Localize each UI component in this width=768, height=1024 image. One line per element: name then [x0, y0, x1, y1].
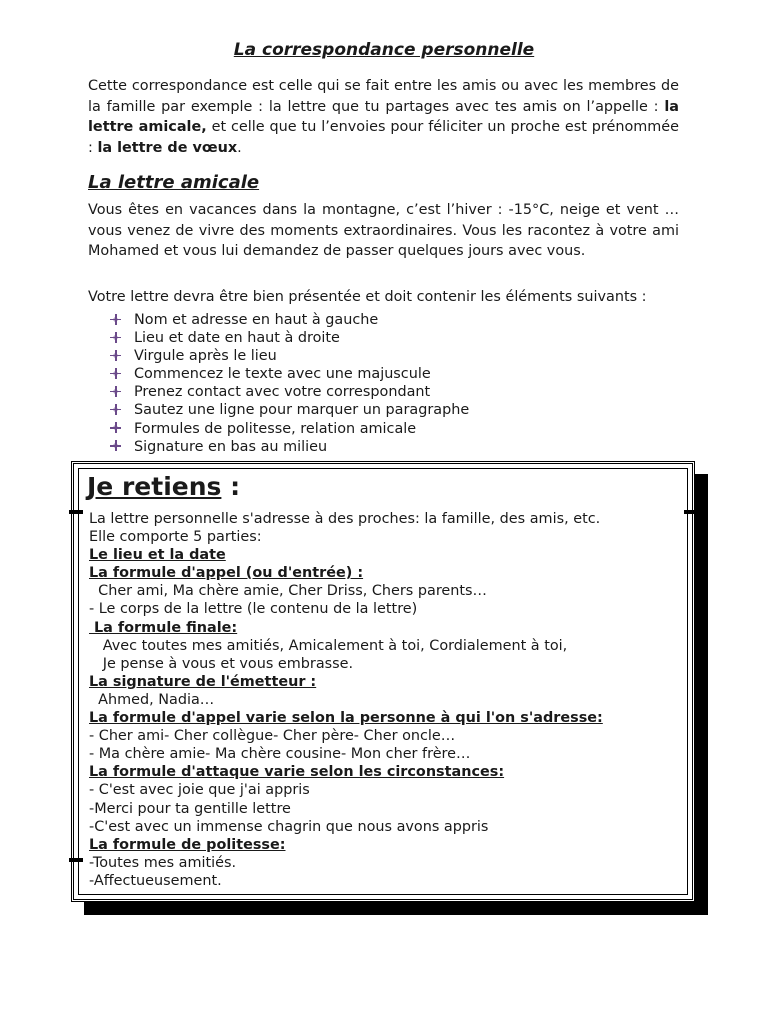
- retain-line: La lettre personnelle s'adresse à des proches: la famille, des amis, etc.: [89, 511, 601, 527]
- ornamental-cross-icon: [110, 368, 121, 379]
- retain-line: - C'est avec joie que j'ai appris: [89, 782, 310, 799]
- retain-heading: La formule d'appel varie selon la personne à qui l'on s'adresse:: [89, 710, 603, 727]
- retain-line: - Cher ami- Cher collègue- Cher père- Cher oncle…: [89, 728, 456, 745]
- requirements-list: [110, 311, 469, 456]
- ornamental-cross-icon: [110, 332, 121, 343]
- list-item-text: Signature en bas au milieu: [134, 438, 328, 455]
- retain-line: Cher ami, Ma chère amie, Cher Driss, Chers parents…: [89, 583, 487, 600]
- retain-line: Avec toutes mes amitiés, Amicalement à toi, Cordialement à toi,: [89, 637, 568, 654]
- retain-line: - Ma chère amie- Ma chère cousine- Mon cher frère…: [89, 746, 471, 763]
- retain-line: - Le corps de la lettre (le contenu de la lettre): [89, 601, 418, 618]
- retain-title-colon: :: [221, 472, 241, 501]
- list-item-text: Nom et adresse en haut à gauche: [134, 312, 379, 328]
- intro-text-3: .: [237, 140, 242, 157]
- retain-line: -Affectueusement.: [89, 872, 222, 889]
- list-item-text: Lieu et date en haut à droite: [134, 330, 340, 347]
- retain-heading: La formule d'attaque varie selon les circonstances:: [89, 764, 505, 781]
- frame-ornament: [69, 858, 83, 862]
- retain-line: Elle comporte 5 parties:: [89, 529, 262, 546]
- section-paragraph-2: Votre lettre devra être bien présentée et doit contenir les éléments suivants :: [88, 289, 647, 305]
- list-item-text: Sautez une ligne pour marquer un paragraphe: [134, 402, 470, 419]
- retain-heading: Le lieu et la date: [89, 547, 226, 564]
- retain-line: Je pense à vous et vous embrasse.: [89, 655, 354, 672]
- intro-text-2: et celle que tu l’envoies pour féliciter un proche est prénommée :: [88, 119, 680, 157]
- list-item-text: Prenez contact avec votre correspondant: [134, 384, 431, 401]
- retain-content: [89, 510, 679, 890]
- ornamental-cross-icon: [110, 404, 121, 415]
- list-item: [110, 383, 469, 401]
- section-title: La lettre amicale: [88, 172, 260, 193]
- list-item: [110, 401, 469, 419]
- retain-heading: La formule de politesse:: [89, 836, 286, 853]
- retain-title: [87, 472, 240, 502]
- list-item-text: Commencez le texte avec une majuscule: [134, 366, 431, 383]
- retain-heading: La formule finale:: [89, 619, 238, 636]
- frame-ornament: [684, 510, 698, 514]
- list-item: [110, 438, 469, 456]
- list-item: [110, 347, 469, 365]
- list-item: [110, 420, 469, 438]
- list-item: [110, 311, 469, 329]
- intro-bold-lettre-amicale: la lettre amicale,: [88, 98, 679, 136]
- ornamental-cross-icon: [110, 386, 121, 397]
- document-title: La correspondance personnelle: [233, 40, 535, 60]
- retain-heading: La signature de l'émetteur :: [89, 673, 317, 690]
- list-item-text: Virgule après le lieu: [134, 348, 277, 365]
- ornamental-cross-icon: [110, 422, 121, 433]
- list-item: [110, 365, 469, 383]
- intro-text-1: Cette correspondance est celle qui se fait entre les amis ou avec les membres de la famille par exemple : la lettre que tu partages avec tes amis on l’appelle :: [88, 78, 679, 115]
- retain-line: -Toutes mes amitiés.: [89, 854, 237, 871]
- intro-bold-lettre-de-voeux: la lettre de vœux: [97, 140, 238, 157]
- section-paragraph-1: Vous êtes en vacances dans la montagne, c’est l’hiver : -15°C, neige et vent … vous venez de vivre des moments extraordinaires. Vous les racontez à votre ami Mohamed et vous lui demandez de passer quelques jours avec vous.: [88, 202, 679, 260]
- list-item: [110, 329, 469, 347]
- retain-heading: La formule d'appel (ou d'entrée) :: [89, 565, 364, 582]
- ornamental-cross-icon: [110, 350, 121, 361]
- frame-ornament: [69, 510, 83, 514]
- intro-paragraph: [88, 76, 679, 159]
- list-item-text: Formules de politesse, relation amicale: [134, 420, 417, 437]
- retain-line: Ahmed, Nadia…: [89, 691, 215, 708]
- retain-line: -C'est avec un immense chagrin que nous avons appris: [89, 818, 489, 835]
- ornamental-cross-icon: [110, 440, 121, 451]
- retain-line: -Merci pour ta gentille lettre: [89, 800, 291, 817]
- retain-title-text: Je retiens: [87, 472, 222, 501]
- ornamental-cross-icon: [110, 314, 121, 325]
